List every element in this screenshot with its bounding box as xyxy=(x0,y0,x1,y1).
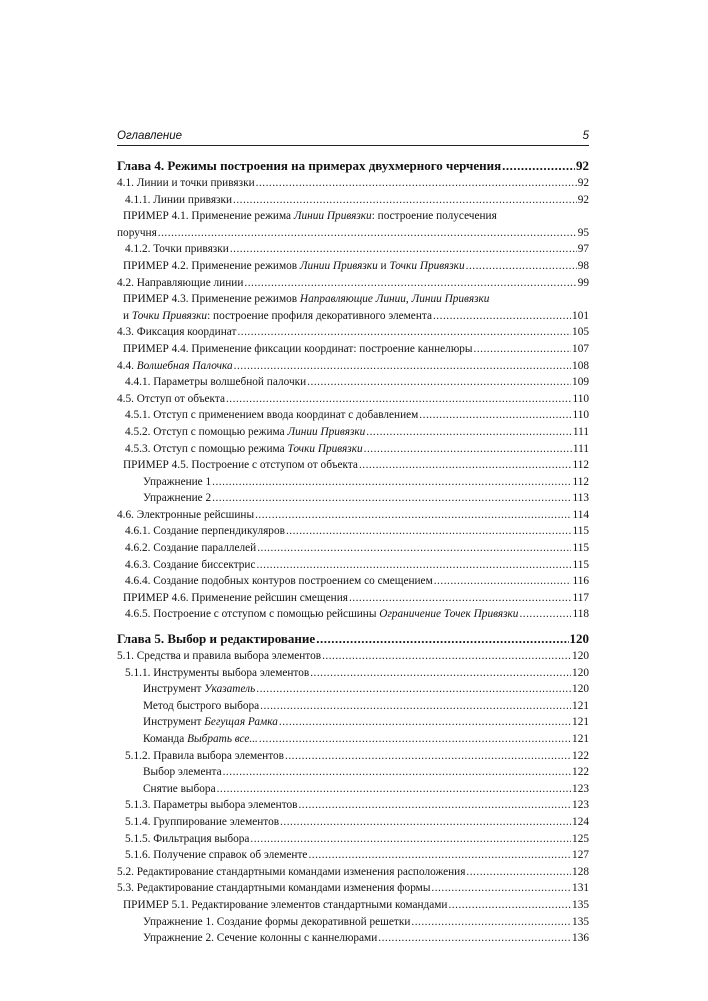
toc-entry-text: 5.2. Редактирование стандартными командами изменения расположения xyxy=(117,865,466,878)
toc-entry-text: 4.2. Направляющие линии xyxy=(117,276,244,289)
toc-dot-leader xyxy=(359,457,572,474)
toc-page-number: 121 xyxy=(572,716,589,729)
toc-dot-leader xyxy=(466,864,571,881)
toc-dot-leader xyxy=(411,914,571,931)
toc-dot-leader xyxy=(364,441,572,458)
toc-page-number: 92 xyxy=(577,193,589,206)
toc-page-number: 128 xyxy=(572,865,589,878)
toc-entry-text: Глава 5. Выбор и редактирование xyxy=(117,631,316,647)
toc-entry-text: ПРИМЕР 4.3. Применение режимов xyxy=(123,293,300,306)
toc-dot-leader xyxy=(255,507,571,524)
toc-page-number: 118 xyxy=(572,608,589,621)
toc-entry-title xyxy=(143,731,258,748)
toc-page-number: 135 xyxy=(572,898,589,911)
toc-page-number: 101 xyxy=(572,309,589,322)
toc-dot-leader xyxy=(502,157,575,175)
toc-entry-text: Метод быстрого выбора xyxy=(143,699,260,712)
toc-dot-leader xyxy=(307,374,571,391)
toc-entry-title xyxy=(143,714,278,731)
toc-entry[interactable] xyxy=(117,880,589,897)
toc-dot-leader xyxy=(256,681,571,698)
toc-dot-leader xyxy=(280,814,571,831)
toc-dot-leader xyxy=(257,540,571,557)
toc-entry-text: и xyxy=(123,309,132,322)
toc-chapter-entry[interactable] xyxy=(117,157,589,175)
toc-entry-text: поручня xyxy=(117,226,157,239)
toc-entry-italic-term: Бегущая Рамка xyxy=(204,716,278,729)
toc-entry[interactable] xyxy=(117,474,589,491)
toc-dot-leader xyxy=(434,573,572,590)
toc-entry[interactable] xyxy=(117,258,589,275)
toc-entry-title xyxy=(123,897,447,914)
toc-entry-title xyxy=(117,864,465,881)
toc-dot-leader xyxy=(433,308,571,325)
toc-entry[interactable] xyxy=(117,540,589,557)
toc-entry-title xyxy=(123,208,497,225)
toc-page-number: 131 xyxy=(572,882,589,895)
toc-entry-title xyxy=(125,374,306,391)
toc-dot-leader xyxy=(256,557,571,574)
toc-dot-leader xyxy=(259,731,571,748)
toc-page-number: 121 xyxy=(572,733,589,745)
toc-entry[interactable] xyxy=(117,407,589,424)
toc-dot-leader xyxy=(212,490,571,507)
toc-entry[interactable] xyxy=(117,748,589,765)
toc-page-number: 136 xyxy=(572,932,589,945)
toc-entry-italic-term: Линии Привязки xyxy=(293,210,372,223)
toc-entry-title xyxy=(125,665,309,682)
toc-page-number: 111 xyxy=(572,442,589,455)
toc-dot-leader xyxy=(256,175,577,192)
toc-entry-title xyxy=(123,258,465,275)
toc-entry-text: 4.5.3. Отступ с помощью режима xyxy=(125,442,288,455)
toc-page-number: 108 xyxy=(572,359,589,372)
toc-entry-italic-term: Линии Привязки xyxy=(299,259,378,272)
toc-entry-title xyxy=(125,424,365,441)
toc-entry-text: 4.6.2. Создание параллелей xyxy=(125,542,257,555)
toc-entry-title xyxy=(125,441,363,458)
toc-page-number: 127 xyxy=(572,849,589,862)
toc-entry-title xyxy=(125,606,518,623)
toc-entry[interactable] xyxy=(117,441,589,458)
toc-page-number: 120 xyxy=(572,650,589,663)
toc-entry-title xyxy=(123,590,348,607)
toc-entry-text: ПРИМЕР 4.2. Применение режимов xyxy=(123,259,300,272)
toc-entry[interactable] xyxy=(117,831,589,848)
toc-dot-leader xyxy=(212,474,571,491)
toc-dot-leader xyxy=(308,847,571,864)
toc-page-number: 99 xyxy=(577,276,589,289)
toc-entry-title xyxy=(143,914,410,931)
toc-page-number: 92 xyxy=(577,177,589,189)
toc-entry-italic-term: Точки Привязки xyxy=(287,442,363,455)
toc-page-number: 135 xyxy=(572,915,589,928)
toc-entry-title xyxy=(143,698,259,715)
toc-page-number: 122 xyxy=(572,766,589,779)
table-of-contents xyxy=(117,157,589,947)
toc-entry[interactable] xyxy=(117,507,589,524)
toc-entry-text: и xyxy=(377,259,390,272)
toc-entry-title xyxy=(125,192,232,209)
toc-entry[interactable] xyxy=(117,930,589,947)
toc-entry-title xyxy=(117,630,315,648)
toc-entry-text: ПРИМЕР 4.5. Построение с отступом от объекта xyxy=(123,459,358,472)
toc-entry-italic-term: Линии Привязки xyxy=(287,425,366,438)
toc-dot-leader xyxy=(474,341,572,358)
toc-entry-text: , xyxy=(405,293,412,306)
toc-entry-title xyxy=(143,930,377,947)
toc-entry-title xyxy=(117,175,255,192)
toc-entry-text: 5.1.5. Фильтрация выбора xyxy=(125,832,250,845)
toc-dot-leader xyxy=(285,748,571,765)
toc-entry-text: Выбор элемента xyxy=(143,766,222,779)
toc-entry-text: Глава 4. Режимы построения на примерах двухмерного черчения xyxy=(117,158,502,173)
toc-dot-leader xyxy=(431,880,571,897)
toc-page-number: 120 xyxy=(572,666,589,679)
toc-page-number: 105 xyxy=(572,326,589,339)
toc-dot-leader xyxy=(519,606,571,623)
toc-entry[interactable] xyxy=(117,764,589,781)
toc-entry-title xyxy=(125,241,229,258)
toc-entry-text: 4.6.1. Создание перпендикуляров xyxy=(125,525,285,538)
toc-entry-title xyxy=(125,847,307,864)
toc-entry-text: 5.1.6. Получение справок об элементе xyxy=(125,849,308,862)
toc-entry[interactable] xyxy=(117,225,589,242)
toc-page-number: 115 xyxy=(572,542,589,555)
toc-entry-title xyxy=(117,275,243,292)
toc-entry-title xyxy=(117,880,430,897)
toc-entry-text: ПРИМЕР 4.4. Применение фиксации координат: построение каннелюры xyxy=(123,342,473,355)
toc-entry[interactable] xyxy=(117,590,589,607)
toc-entry[interactable] xyxy=(117,490,589,507)
toc-entry-title xyxy=(123,308,432,325)
toc-entry-text: 4.4. xyxy=(117,359,137,372)
toc-entry-text: Упражнение 2 xyxy=(143,492,212,505)
toc-dot-leader xyxy=(322,648,571,665)
toc-dot-leader xyxy=(226,391,571,408)
toc-entry[interactable] xyxy=(117,914,589,931)
toc-entry-title xyxy=(125,748,284,765)
toc-entry[interactable] xyxy=(117,698,589,715)
toc-dot-leader xyxy=(279,714,571,731)
document-page xyxy=(117,130,589,947)
toc-dot-leader xyxy=(349,590,572,607)
toc-page-number: 112 xyxy=(572,459,589,472)
toc-entry-title xyxy=(125,540,256,557)
toc-entry-italic-term: Точки Привязки xyxy=(131,309,208,322)
toc-page-number: 113 xyxy=(572,492,589,505)
toc-entry[interactable] xyxy=(117,814,589,831)
toc-entry-title xyxy=(143,781,216,798)
toc-entry-text: Инструмент xyxy=(143,683,205,696)
toc-page-number: 121 xyxy=(572,699,589,712)
toc-entry-title xyxy=(125,557,255,574)
toc-entry-text: 4.5.2. Отступ с помощью режима xyxy=(125,425,288,438)
toc-entry-text: 5.1.2. Правила выбора элементов xyxy=(125,749,285,762)
toc-entry-title xyxy=(143,681,255,698)
toc-page-number: 114 xyxy=(572,508,589,521)
toc-entry-text: 4.1. Линии и точки привязки xyxy=(117,177,255,189)
toc-dot-leader xyxy=(378,930,571,947)
toc-entry[interactable] xyxy=(117,781,589,798)
toc-dot-leader xyxy=(286,523,572,540)
toc-page-number: 112 xyxy=(572,475,589,488)
toc-entry-title xyxy=(143,474,211,491)
toc-page-number: 117 xyxy=(572,591,589,604)
toc-entry-text: 4.1.2. Точки привязки xyxy=(125,243,229,256)
toc-entry-title xyxy=(125,831,249,848)
toc-entry-text: Инструмент xyxy=(143,716,205,729)
toc-entry[interactable] xyxy=(117,208,589,225)
toc-entry-title xyxy=(123,291,489,308)
toc-dot-leader xyxy=(419,407,571,424)
toc-chapter-entry[interactable] xyxy=(117,630,589,648)
toc-entry-text: 4.3. Фиксация координат xyxy=(117,326,237,339)
toc-page-number: 109 xyxy=(572,376,589,389)
toc-page-number: 116 xyxy=(572,575,589,588)
toc-page-number: 123 xyxy=(572,782,589,795)
toc-entry-title xyxy=(143,490,211,507)
toc-entry-italic-term: Точки Привязки xyxy=(389,259,465,272)
toc-entry-text: 4.6.3. Создание биссектрис xyxy=(125,558,256,571)
toc-entry-text: 5.1.4. Группирование элементов xyxy=(125,815,280,828)
toc-entry-text: 4.6.5. Построение с отступом с помощью рейсшины xyxy=(125,608,380,621)
toc-entry[interactable] xyxy=(117,391,589,408)
toc-page-number: 107 xyxy=(572,342,589,355)
toc-entry[interactable] xyxy=(117,291,589,308)
toc-entry-italic-term: Выбрать все... xyxy=(187,733,258,745)
toc-entry-text: Упражнение 1. Создание формы декоративной решетки xyxy=(143,915,411,928)
toc-page-number: 98 xyxy=(577,259,589,272)
toc-entry[interactable] xyxy=(117,681,589,698)
toc-entry-text: 4.6. Электронные рейсшины xyxy=(117,508,255,521)
toc-dot-leader xyxy=(316,630,568,648)
toc-dot-leader xyxy=(366,424,572,441)
toc-entry-text: 4.5. Отступ от объекта xyxy=(117,392,225,405)
toc-entry[interactable] xyxy=(117,573,589,590)
toc-entry-text: 5.3. Редактирование стандартными командами изменения формы xyxy=(117,882,431,895)
toc-dot-leader xyxy=(223,764,571,781)
page-header xyxy=(117,130,589,146)
toc-dot-leader xyxy=(237,324,571,341)
toc-entry-title xyxy=(117,507,254,524)
toc-entry[interactable] xyxy=(117,606,589,623)
toc-entry-text: ПРИМЕР 4.6. Применение рейсшин смещения xyxy=(123,591,348,604)
toc-page-number: 97 xyxy=(577,243,589,256)
toc-entry-title xyxy=(117,648,321,665)
toc-dot-leader xyxy=(234,358,571,375)
toc-entry[interactable] xyxy=(117,897,589,914)
toc-entry-title xyxy=(117,157,501,175)
toc-page-number: 122 xyxy=(572,749,589,762)
toc-entry[interactable] xyxy=(117,847,589,864)
toc-page-number: 124 xyxy=(572,815,589,828)
toc-entry[interactable] xyxy=(117,864,589,881)
toc-entry-title xyxy=(125,573,433,590)
toc-dot-leader xyxy=(310,665,571,682)
toc-page-number: 110 xyxy=(572,392,589,405)
toc-entry-title xyxy=(117,225,157,242)
toc-page-number: 95 xyxy=(577,226,589,239)
toc-entry-italic-term: Ограничение Точек Привязки xyxy=(379,608,519,621)
toc-entry-text: : построение профиля декоративного элемента xyxy=(207,309,432,322)
toc-page-number: 120 xyxy=(569,631,589,647)
toc-dot-leader xyxy=(244,275,576,292)
toc-entry[interactable] xyxy=(117,731,589,748)
toc-entry-text: : построение полусечения xyxy=(371,210,497,223)
toc-entry-title xyxy=(123,457,358,474)
toc-entry-italic-term: Линии Привязки xyxy=(411,293,490,306)
toc-entry[interactable] xyxy=(117,241,589,258)
toc-dot-leader xyxy=(260,698,571,715)
toc-entry-text: 4.6.4. Создание подобных контуров построением со смещением xyxy=(125,575,433,588)
toc-dot-leader xyxy=(233,192,577,209)
toc-entry-text: 4.1.1. Линии привязки xyxy=(125,193,233,206)
header-title: Оглавление xyxy=(117,130,182,142)
toc-entry-title xyxy=(117,324,236,341)
toc-entry-text: ПРИМЕР 4.1. Применение режима xyxy=(123,210,294,223)
toc-entry[interactable] xyxy=(117,457,589,474)
toc-entry-italic-term: Указатель xyxy=(204,683,256,696)
toc-entry-italic-term: Волшебная Палочка xyxy=(136,359,233,372)
toc-entry[interactable] xyxy=(117,374,589,391)
toc-entry[interactable] xyxy=(117,275,589,292)
toc-page-number: 125 xyxy=(572,832,589,845)
toc-entry-title xyxy=(125,814,279,831)
toc-entry-text: 5.1. Средства и правила выбора элементов xyxy=(117,650,322,663)
toc-dot-leader xyxy=(466,258,577,275)
toc-page-number: 115 xyxy=(572,525,589,538)
toc-entry-text: Команда xyxy=(143,733,188,745)
toc-entry-text: ПРИМЕР 5.1. Редактирование элементов стандартными командами xyxy=(123,898,448,911)
toc-entry-italic-term: Направляющие Линии xyxy=(299,293,406,306)
toc-page-number: 110 xyxy=(572,409,589,422)
toc-dot-leader xyxy=(298,797,571,814)
toc-entry-title xyxy=(117,391,225,408)
toc-entry[interactable] xyxy=(117,175,589,192)
toc-page-number: 120 xyxy=(572,683,589,696)
toc-entry-title xyxy=(143,764,222,781)
toc-entry[interactable] xyxy=(117,424,589,441)
toc-entry[interactable] xyxy=(117,341,589,358)
toc-page-number: 92 xyxy=(576,158,589,173)
toc-entry[interactable] xyxy=(117,358,589,375)
toc-dot-leader xyxy=(217,781,571,798)
toc-entry-title xyxy=(125,407,418,424)
toc-entry[interactable] xyxy=(117,192,589,209)
toc-entry[interactable] xyxy=(117,648,589,665)
toc-entry-title xyxy=(117,358,233,375)
toc-entry[interactable] xyxy=(117,797,589,814)
toc-entry-text: Упражнение 1 xyxy=(143,475,212,488)
toc-entry-text: 4.4.1. Параметры волшебной палочки xyxy=(125,376,307,389)
toc-entry[interactable] xyxy=(117,308,589,325)
toc-dot-leader xyxy=(230,241,577,258)
toc-entry[interactable] xyxy=(117,557,589,574)
toc-entry-text: 5.1.3. Параметры выбора элементов xyxy=(125,799,298,812)
toc-entry-text: 5.1.1. Инструменты выбора элементов xyxy=(125,666,310,679)
toc-entry-title xyxy=(125,797,297,814)
toc-dot-leader xyxy=(250,831,571,848)
toc-entry[interactable] xyxy=(117,523,589,540)
header-page-number: 5 xyxy=(582,130,589,142)
toc-entry-title xyxy=(123,341,473,358)
toc-entry[interactable] xyxy=(117,665,589,682)
toc-dot-leader xyxy=(158,225,577,242)
toc-dot-leader xyxy=(448,897,571,914)
toc-entry[interactable] xyxy=(117,324,589,341)
toc-entry[interactable] xyxy=(117,714,589,731)
toc-entry-text: Снятие выбора xyxy=(143,782,216,795)
toc-page-number: 111 xyxy=(572,425,589,438)
toc-entry-title xyxy=(125,523,285,540)
toc-entry-text: 4.5.1. Отступ с применением ввода координат с добавлением xyxy=(125,409,419,422)
toc-entry-text: Упражнение 2. Сечение колонны с каннелюрами xyxy=(143,932,378,945)
toc-page-number: 115 xyxy=(572,558,589,571)
toc-page-number: 123 xyxy=(572,799,589,812)
